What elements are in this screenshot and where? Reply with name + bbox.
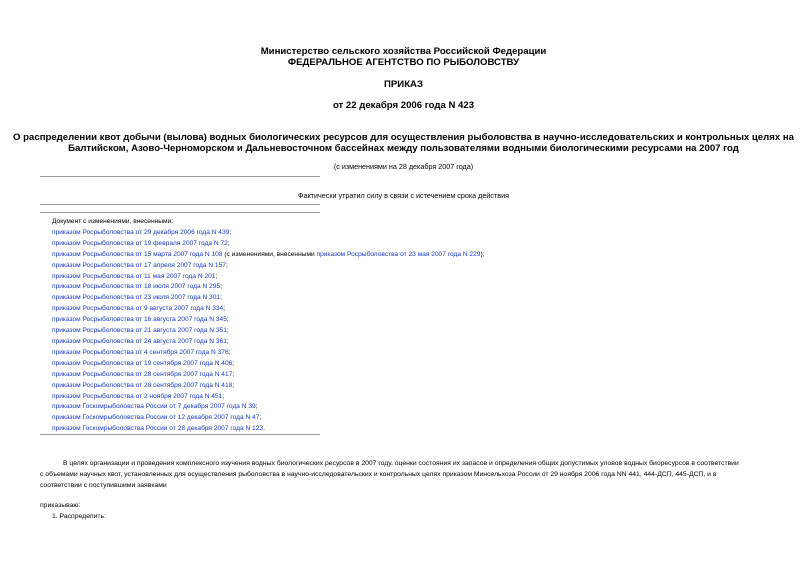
amending-order-link[interactable]: приказом Росрыболовства от 11 мая 2007 года N 201 [52, 272, 216, 280]
amending-order-tail: ; [228, 348, 231, 356]
changes-list-item [52, 293, 484, 304]
status-note: Фактически утратил силу в связи с истечением срока действия [298, 191, 509, 200]
amending-order-tail: ; [227, 239, 230, 247]
amending-order-tail: ; [232, 370, 235, 378]
document-date: от 22 декабря 2006 года N 423 [332, 100, 475, 111]
amending-order-tail: ; [232, 359, 235, 367]
amending-order-tail: . [263, 425, 265, 433]
amending-order-tail: ; [229, 228, 232, 236]
amending-order-tail: ; [215, 272, 218, 280]
divider [40, 212, 320, 213]
amending-order-tail: (с изменениями, внесенными [222, 250, 317, 258]
document-type: ПРИКАЗ [384, 79, 423, 90]
changes-list-item [52, 381, 484, 392]
amending-order-link[interactable]: приказом Росрыболовства от 19 сентября 2007 года N 406 [52, 359, 233, 367]
changes-list-item [52, 315, 484, 326]
amending-order-link[interactable]: приказом Госкомрыболовства России от 7 декабря 2007 года N 39 [52, 403, 256, 411]
divider [40, 176, 320, 177]
amending-order-tail: ; [220, 294, 222, 302]
preamble-line-1: В целях организации и проведения комплексного изучения водных биологических ресурсов в 2007 году, оценки состояния их запасов и определения общих допустимых уловов водных биоресурсов в соответствии [63, 460, 739, 467]
amending-order-link[interactable]: приказом Росрыболовства от 15 марта 2007 года N 108 [52, 250, 223, 258]
amending-order-link[interactable]: приказом Росрыболовства от 24 августа 2007 года N 361 [52, 337, 227, 345]
changes-list-item [52, 282, 484, 293]
amending-order-tail: ; [232, 381, 235, 389]
ministry-name: Министерство сельского хозяйства Российской Федерации [260, 46, 547, 57]
amending-order-link[interactable]: приказом Росрыболовства от 16 августа 2007 года N 345 [52, 316, 227, 324]
amending-order-link[interactable]: приказом Росрыболовства от 4 сентября 2007 года N 376 [52, 348, 229, 356]
changes-list-item [52, 228, 484, 239]
amending-order-link[interactable]: приказом Росрыболовства от 18 июля 2007 года N 295 [52, 283, 221, 291]
changes-list-item [52, 250, 484, 261]
changes-list-item [52, 239, 484, 250]
amending-order-link[interactable]: приказом Госкомрыболовства России от 28 декабря 2007 года N 123 [52, 425, 264, 433]
amending-order-link[interactable]: приказом Росрыболовства от 28 сентября 2007 года N 417 [52, 370, 233, 378]
amending-order-tail: ; [226, 327, 229, 335]
document-title-line-1: О распределении квот добычи (вылова) водных биологических ресурсов для осуществления рыболовства в научно-исследовательских и контрольных целях на [13, 132, 794, 143]
amending-order-link[interactable]: приказом Росрыболовства от 23 мая 2007 года N 229 [316, 250, 481, 258]
amending-order-tail: ; [223, 305, 226, 313]
changes-list [52, 217, 484, 435]
changes-list-item [52, 261, 484, 272]
changes-list-item [52, 402, 484, 413]
changes-list-item [52, 326, 484, 337]
divider [40, 434, 320, 435]
amending-order-link[interactable]: приказом Росрыболовства от 19 февраля 2007 года N 72 [52, 239, 228, 247]
divider [40, 204, 320, 205]
revision-note: (с изменениями на 28 декабря 2007 года) [333, 162, 474, 171]
amending-order-link[interactable]: приказом Росрыболовства от 9 августа 2007 года N 334 [52, 305, 224, 313]
changes-list-item [52, 359, 484, 370]
amending-order-tail: ; [222, 392, 225, 400]
amending-order-tail: ; [226, 337, 229, 345]
agency-name: ФЕДЕРАЛЬНОЕ АГЕНТСТВО ПО РЫБОЛОВСТВУ [287, 57, 520, 68]
amending-order-link[interactable]: приказом Росрыболовства от 28 сентября 2007 года N 418 [52, 381, 233, 389]
changes-list-item [52, 304, 484, 315]
amending-order-link[interactable]: приказом Росрыболовства от 21 августа 2007 года N 351 [52, 327, 227, 335]
amending-order-link[interactable]: приказом Росрыболовства от 17 апреля 2007 года N 157 [52, 261, 226, 269]
changes-list-item [52, 348, 484, 359]
preamble-line-2: с объемами научных квот, установленных для осуществления рыболовства в научно-исследовательских и контрольных целях приказом Минсельхоза России от 29 ноября 2006 года NN 441, 444-ДСП, 445-ДСП, и в [40, 471, 717, 478]
changes-list-item [52, 272, 484, 283]
amending-order-tail: ; [225, 261, 228, 269]
amending-order-tail: ; [259, 414, 262, 422]
amending-order-link[interactable]: приказом Росрыболовства от 2 ноября 2007 года N 451 [52, 392, 223, 400]
amending-order-tail: ; [220, 283, 222, 291]
amending-order-tail: ; [226, 316, 229, 324]
order-word: приказываю: [40, 502, 81, 509]
changes-heading: Документ с изменениями, внесенными: [52, 218, 174, 225]
amending-order-link[interactable]: приказом Госкомрыболовства России от 12 декабря 2007 года N 47 [52, 414, 260, 422]
document-title-line-2: Балтийском, Азово-Черноморском и Дальневосточном бассейнах между пользователями водными биологическими ресурсами на 2007 год [68, 143, 739, 154]
order-item-1: 1. Распределить: [52, 513, 106, 520]
changes-list-item [52, 337, 484, 348]
amending-order-link[interactable]: приказом Росрыболовства от 29 декабря 2006 года N 439 [52, 228, 230, 236]
changes-list-item [52, 392, 484, 403]
amending-order-link[interactable]: приказом Росрыболовства от 23 июля 2007 года N 301 [52, 294, 221, 302]
changes-list-item [52, 413, 484, 424]
amending-order-tail: ; [255, 403, 258, 411]
preamble-line-3: соответствии с поступившими заявками [40, 482, 167, 489]
changes-list-item [52, 370, 484, 381]
amending-order-tail: ); [480, 250, 485, 258]
